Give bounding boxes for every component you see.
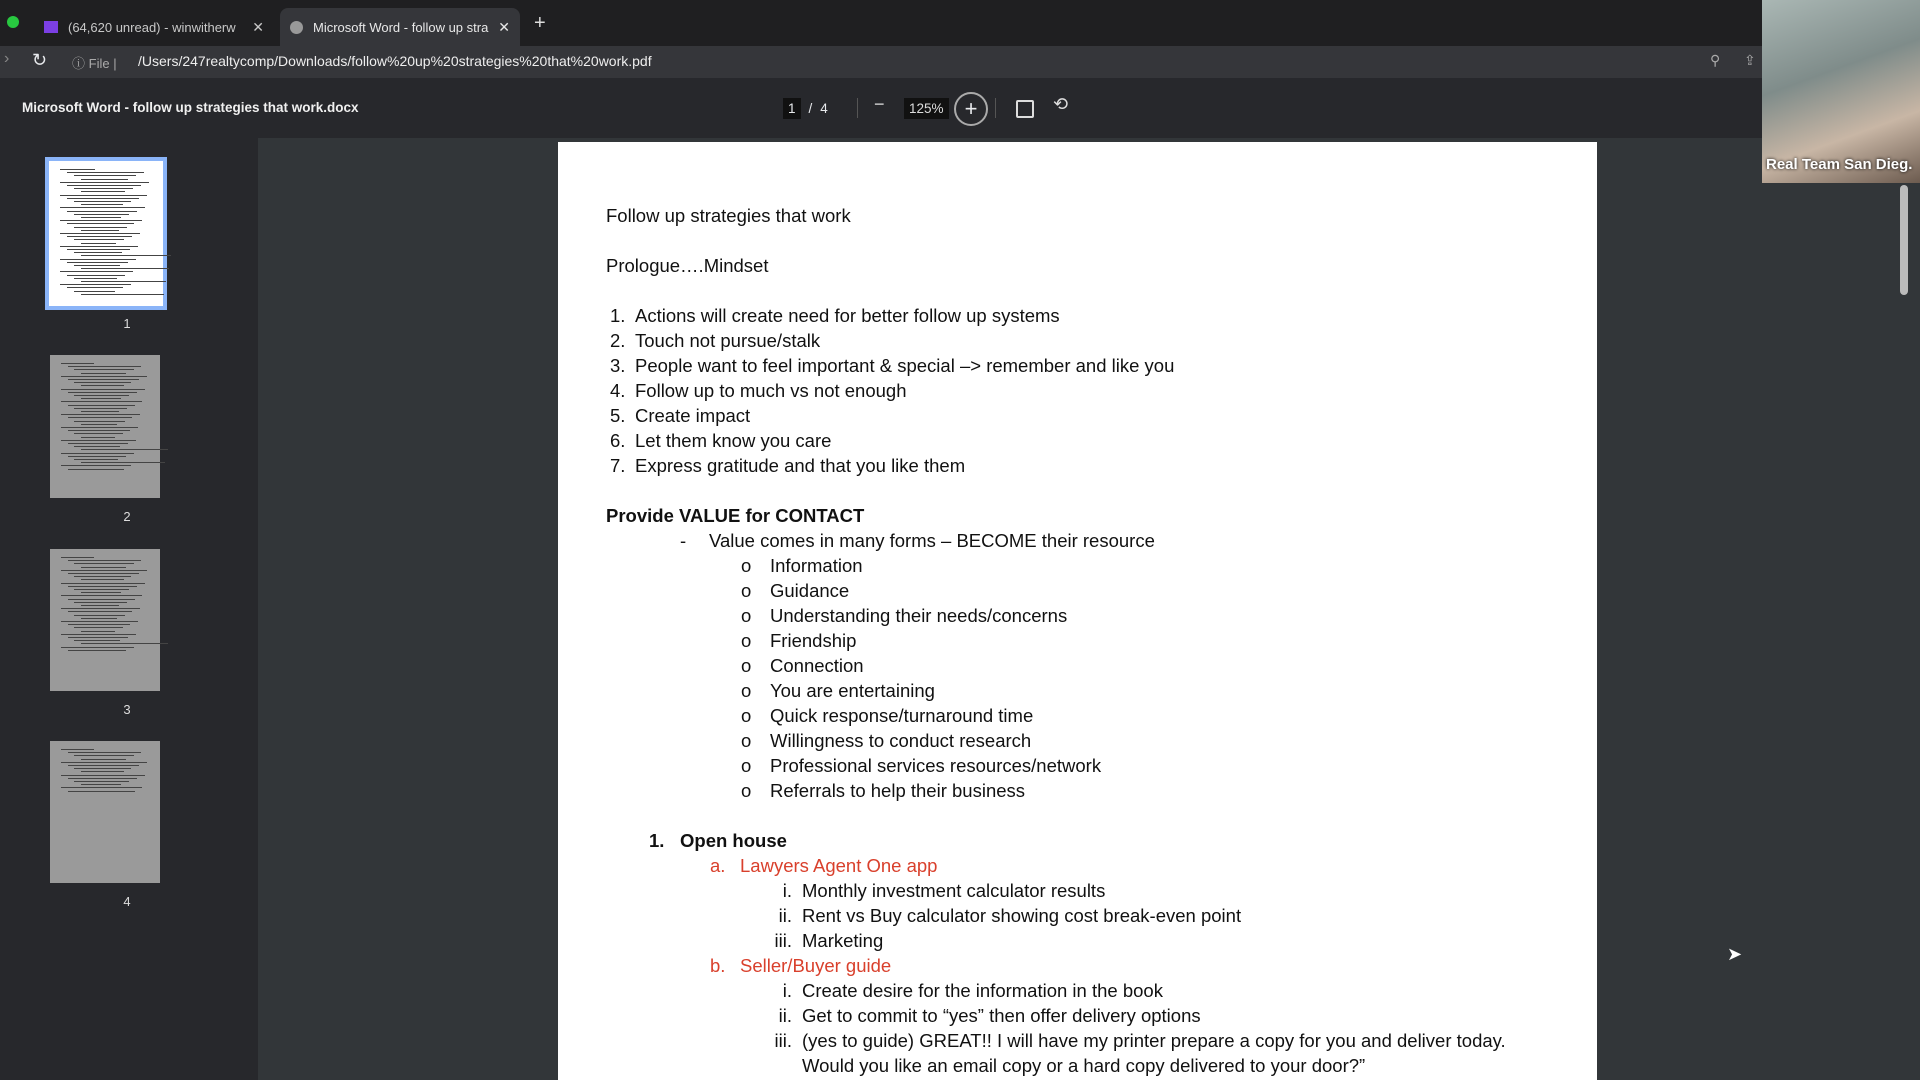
thumbnail-text-line xyxy=(68,366,142,367)
thumbnail-text-line xyxy=(74,627,122,628)
document-line: Understanding their needs/concerns xyxy=(770,605,1068,626)
thumbnail-text-line xyxy=(61,363,94,364)
thumbnail-text-line xyxy=(68,624,131,625)
page-sep: / xyxy=(808,101,813,116)
thumbnail-text-line xyxy=(74,755,133,756)
thumbnail-text-line xyxy=(61,465,131,466)
thumbnail-text-line xyxy=(60,246,138,247)
thumbnail-text-line xyxy=(60,182,149,183)
list-marker: 1. xyxy=(649,830,665,851)
thumbnail-text-line xyxy=(61,427,138,428)
thumbnail-label: 4 xyxy=(123,894,131,909)
thumbnail-text-line xyxy=(74,201,131,202)
thumbnail-text-line xyxy=(68,752,142,753)
thumbnail-label: 1 xyxy=(123,316,131,331)
divider xyxy=(857,98,858,118)
thumbnail-text-line xyxy=(61,583,145,584)
thumbnail-text-line xyxy=(81,230,119,231)
document-line: Willingness to conduct research xyxy=(770,730,1032,751)
thumbnail-text-line xyxy=(61,570,147,571)
thumbnail-text-line xyxy=(74,252,122,253)
close-icon[interactable]: ✕ xyxy=(252,18,264,35)
thumbnail-text-line xyxy=(61,376,147,377)
list-marker: iii. xyxy=(774,930,792,951)
list-marker: 5. xyxy=(610,405,626,426)
list-marker: 1. xyxy=(610,305,626,326)
thumbnail-text-line xyxy=(74,239,124,240)
thumbnail-text-line xyxy=(81,281,167,282)
thumbnail-text-line xyxy=(61,453,134,454)
tab-pdf[interactable] xyxy=(280,8,520,46)
thumbnail-text-line xyxy=(74,589,129,590)
tab-label: Microsoft Word - follow up stra xyxy=(313,19,489,35)
list-marker: 7. xyxy=(610,455,626,476)
thumbnail-text-line xyxy=(81,631,115,632)
document-line: Rent vs Buy calculator showing cost break-even point xyxy=(802,905,1242,926)
thumbnail-text-line xyxy=(68,392,137,393)
zoom-input[interactable]: 125% xyxy=(904,98,949,119)
zoom-out-button[interactable]: − xyxy=(874,94,885,114)
document-line: Express gratitude and that you like them xyxy=(635,455,966,476)
thumbnail-text-line xyxy=(74,291,115,292)
thumbnail-text-line xyxy=(81,217,121,218)
list-marker: ii. xyxy=(778,1005,792,1026)
thumbnail-text-line xyxy=(60,220,142,221)
document-line: Get to commit to “yes” then offer delivery options xyxy=(802,1005,1201,1026)
thumbnail-text-line xyxy=(68,586,137,587)
thumbnail-text-line xyxy=(67,287,123,288)
document-line: Prologue….Mindset xyxy=(606,255,769,276)
fit-page-icon[interactable] xyxy=(1016,100,1034,118)
thumbnail-text-line xyxy=(81,204,123,205)
thumbnail-text-line xyxy=(67,185,141,186)
thumbnail-text-line xyxy=(81,398,122,399)
thumbnail-text-line xyxy=(74,214,129,215)
mail-icon xyxy=(44,21,58,33)
globe-icon xyxy=(290,21,303,34)
pdf-page xyxy=(558,142,1597,1080)
thumbnail-text-line xyxy=(68,791,135,792)
list-marker: o xyxy=(741,780,752,801)
thumbnail-text-line xyxy=(81,567,126,568)
list-marker: o xyxy=(741,705,752,726)
thumbnail-text-line xyxy=(61,634,136,635)
thumbnail-text-line xyxy=(74,576,131,577)
thumbnail-page-3[interactable] xyxy=(50,549,160,691)
thumbnail-text-line xyxy=(68,405,135,406)
list-marker: o xyxy=(741,730,752,751)
thumbnail-text-line xyxy=(81,579,124,580)
thumbnail-text-line xyxy=(61,389,145,390)
thumbnail-text-line xyxy=(74,382,131,383)
list-marker: o xyxy=(741,605,752,626)
list-marker: 2. xyxy=(610,330,626,351)
thumbnail-text-line xyxy=(67,236,132,237)
thumbnail-text-line xyxy=(67,275,125,276)
scrollbar[interactable] xyxy=(1900,185,1908,295)
document-line: People want to feel important & special –> remember and like you xyxy=(635,355,1175,376)
list-marker: 6. xyxy=(610,430,626,451)
mouse-cursor-icon: ➤ xyxy=(1727,944,1743,964)
thumbnail-text-line xyxy=(68,611,133,612)
thumbnail-text-line xyxy=(81,191,125,192)
thumbnail-sidebar xyxy=(0,138,258,1080)
thumbnail-text-line xyxy=(61,762,147,763)
document-line: Seller/Buyer guide xyxy=(740,955,892,976)
thumbnail-text-line xyxy=(67,223,134,224)
zoom-icon[interactable]: ⚲ xyxy=(1710,52,1721,68)
thumbnail-text-line xyxy=(67,262,127,263)
divider xyxy=(995,98,996,118)
thumbnail-text-line xyxy=(60,284,131,285)
document-line: Monthly investment calculator results xyxy=(802,880,1106,901)
thumbnail-text-line xyxy=(81,618,117,619)
thumbnail-text-line xyxy=(81,784,122,785)
list-marker: ii. xyxy=(778,905,792,926)
document-line: (yes to guide) GREAT!! I will have my printer prepare a copy for you and deliver today. xyxy=(802,1030,1506,1051)
thumbnail-page-1[interactable] xyxy=(45,157,167,310)
document-line: Let them know you care xyxy=(635,430,832,451)
thumbnail-text-line xyxy=(74,615,125,616)
thumbnail-text-line xyxy=(81,294,164,295)
document-line: You are entertaining xyxy=(770,680,935,701)
thumbnail-text-line xyxy=(68,469,124,470)
thumbnail-text-line xyxy=(67,249,130,250)
thumbnail-text-line xyxy=(61,440,136,441)
list-marker: iii. xyxy=(774,1030,792,1051)
thumbnail-text-line xyxy=(68,599,135,600)
document-line: Would you like an email copy or a hard copy delivered to your door?” xyxy=(802,1055,1366,1076)
thumbnail-page-4[interactable] xyxy=(50,741,160,883)
thumbnail-text-line xyxy=(81,449,168,450)
thumbnail-text-line xyxy=(68,430,131,431)
document-line: Value comes in many forms – BECOME their resource xyxy=(709,530,1155,551)
list-marker: i. xyxy=(782,880,792,901)
thumbnail-text-line xyxy=(68,573,140,574)
thumbnail-text-line xyxy=(74,175,136,176)
participant-name: Real Team San Dieg. xyxy=(1766,156,1913,173)
document-line: Follow up strategies that work xyxy=(606,205,851,226)
thumbnail-text-line xyxy=(68,560,142,561)
thumbnail-text-line xyxy=(68,456,126,457)
thumbnail-page-2[interactable] xyxy=(50,355,160,498)
thumbnail-text-line xyxy=(68,637,129,638)
document-line: Provide VALUE for CONTACT xyxy=(606,505,865,526)
thumbnail-text-line xyxy=(60,195,147,196)
thumbnail-text-line xyxy=(67,198,139,199)
thumbnail-text-line xyxy=(60,207,144,208)
site-info[interactable]: ⓘ File | xyxy=(72,56,117,71)
thumbnail-text-line xyxy=(60,169,94,170)
thumbnail-text-line xyxy=(74,278,117,279)
address-bar xyxy=(0,46,1920,78)
thumbnail-text-line xyxy=(74,227,126,228)
document-line: Connection xyxy=(770,655,864,676)
thumbnail-text-line xyxy=(61,401,142,402)
thumbnail-text-line xyxy=(68,443,129,444)
thumbnail-text-line xyxy=(81,462,166,463)
thumbnail-text-line xyxy=(68,650,126,651)
thumbnail-text-line xyxy=(61,749,94,750)
rotate-icon[interactable]: ⟲ xyxy=(1053,94,1069,114)
thumbnail-text-line xyxy=(74,408,127,409)
forward-icon[interactable]: › xyxy=(4,50,10,67)
thumbnail-text-line xyxy=(60,259,135,260)
list-marker: - xyxy=(680,530,687,551)
list-marker: 4. xyxy=(610,380,626,401)
tab-label: (64,620 unread) - winwitherw xyxy=(68,19,236,35)
thumbnail-text-line xyxy=(61,595,142,596)
thumbnail-text-line xyxy=(81,643,168,644)
thumbnail-text-line xyxy=(81,385,124,386)
pdf-toolbar xyxy=(0,78,1920,138)
thumbnail-text-line xyxy=(74,768,131,769)
thumbnail-text-line xyxy=(81,592,122,593)
thumbnail-text-line xyxy=(81,771,124,772)
list-marker: o xyxy=(741,680,752,701)
thumbnail-text-line xyxy=(68,379,140,380)
page-indicator xyxy=(783,98,828,119)
thumbnail-text-line xyxy=(61,414,140,415)
document-line: Lawyers Agent One app xyxy=(740,855,938,876)
document-line: Actions will create need for better follow up systems xyxy=(635,305,1060,326)
thumbnail-text-line xyxy=(74,421,125,422)
thumbnail-text-line xyxy=(74,563,133,564)
list-marker: a. xyxy=(710,855,726,876)
scheme-label: File xyxy=(88,56,110,71)
thumbnail-text-line xyxy=(61,775,145,776)
thumbnail-text-line xyxy=(74,446,120,447)
thumbnail-text-line xyxy=(74,369,133,370)
thumbnail-text-line xyxy=(74,602,127,603)
list-marker: o xyxy=(741,580,752,601)
document-line: Create impact xyxy=(635,405,751,426)
page-total: 4 xyxy=(820,101,828,116)
document-line: Referrals to help their business xyxy=(770,780,1026,801)
list-marker: 3. xyxy=(610,355,626,376)
document-line: Marketing xyxy=(802,930,884,951)
window-control-icon[interactable] xyxy=(7,16,19,28)
thumbnail-label: 3 xyxy=(123,702,131,717)
thumbnail-text-line xyxy=(60,271,133,272)
document-line: Quick response/turnaround time xyxy=(770,705,1034,726)
thumbnail-text-line xyxy=(74,188,133,189)
reload-icon[interactable]: ↻ xyxy=(32,50,48,70)
thumbnail-text-line xyxy=(81,179,128,180)
tab-mail[interactable] xyxy=(34,8,274,46)
document-line: Open house xyxy=(680,830,787,851)
video-overlay xyxy=(1762,0,1920,183)
thumbnail-text-line xyxy=(74,433,122,434)
document-line: Guidance xyxy=(770,580,850,601)
new-tab-button[interactable]: + xyxy=(534,12,546,34)
thumbnail-text-line xyxy=(61,557,94,558)
url-input[interactable]: /Users/247realtycomp/Downloads/follow%20up%20strategies%20that%20work.pdf xyxy=(138,53,652,69)
thumbnail-text-line xyxy=(61,621,138,622)
thumbnail-text-line xyxy=(81,424,117,425)
thumbnail-text-line xyxy=(81,759,126,760)
thumbnail-text-line xyxy=(67,172,143,173)
thumbnail-text-line xyxy=(74,395,129,396)
close-icon[interactable]: ✕ xyxy=(498,18,510,35)
tab-bar xyxy=(0,0,1920,46)
list-marker: i. xyxy=(782,980,792,1001)
thumbnail-text-line xyxy=(60,233,140,234)
thumbnail-text-line xyxy=(81,437,115,438)
thumbnail-text-line xyxy=(67,211,137,212)
thumbnail-text-line xyxy=(74,265,120,266)
thumbnail-text-line xyxy=(74,781,129,782)
thumbnail-text-line xyxy=(61,787,142,788)
list-marker: o xyxy=(741,555,752,576)
thumbnail-text-line xyxy=(81,605,120,606)
thumbnail-text-line xyxy=(68,778,137,779)
thumbnail-text-line xyxy=(81,411,120,412)
document-line: Professional services resources/network xyxy=(770,755,1102,776)
list-marker: o xyxy=(741,755,752,776)
document-line: Friendship xyxy=(770,630,857,651)
thumbnail-label: 2 xyxy=(123,509,131,524)
thumbnail-text-line xyxy=(81,243,116,244)
list-marker: o xyxy=(741,655,752,676)
list-marker: b. xyxy=(710,955,726,976)
thumbnail-text-line xyxy=(74,459,118,460)
document-line: Create desire for the information in the book xyxy=(802,980,1163,1001)
share-icon[interactable]: ⇪ xyxy=(1744,52,1756,68)
thumbnail-text-line xyxy=(81,255,171,256)
thumbnail-text-line xyxy=(61,647,134,648)
thumbnail-text-line xyxy=(68,765,140,766)
page-input[interactable]: 1 xyxy=(783,98,801,119)
thumbnail-text-line xyxy=(68,417,133,418)
zoom-in-button[interactable]: + xyxy=(954,92,988,126)
document-line: Follow up to much vs not enough xyxy=(635,380,907,401)
document-line: Information xyxy=(770,555,863,576)
list-marker: o xyxy=(741,630,752,651)
thumbnail-text-line xyxy=(61,608,140,609)
document-line: Touch not pursue/stalk xyxy=(635,330,821,351)
thumbnail-text-line xyxy=(81,373,126,374)
thumbnail-text-line xyxy=(81,268,169,269)
document-title: Microsoft Word - follow up strategies that work.docx xyxy=(22,100,359,115)
thumbnail-text-line xyxy=(74,640,120,641)
